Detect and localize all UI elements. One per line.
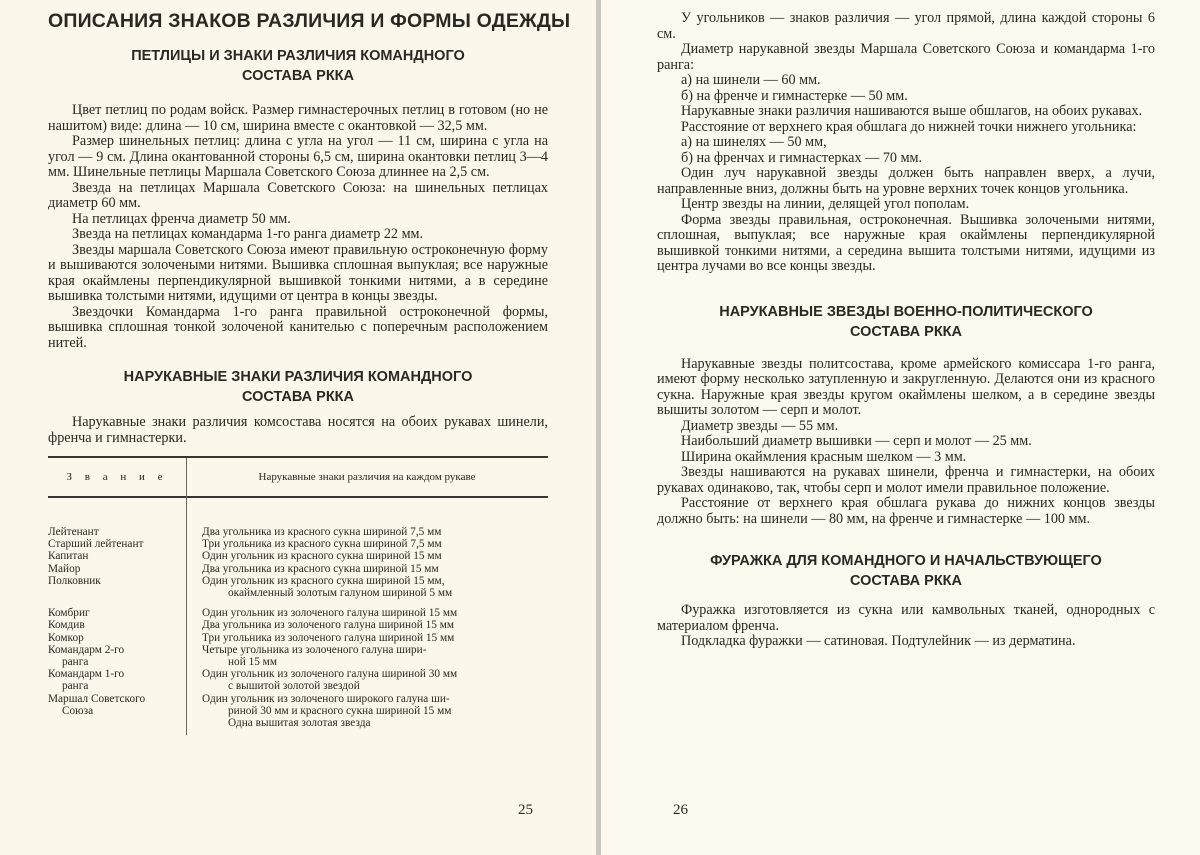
list-item: б) на френче и гимнастерке — 50 мм. (681, 87, 908, 104)
insignia-cell (186, 632, 548, 644)
rank-cell (48, 668, 186, 692)
rank-name: Комкор (48, 631, 84, 644)
rank-name: Командарм 2-го (48, 643, 125, 656)
paragraph: Звезда на петлицах Маршала Советского Союза: на шинельных петлицах диаметр 60 мм. (48, 179, 548, 211)
insignia-text: Два угольника из красного сукна шириной 7,5 мм (202, 526, 442, 538)
insignia-table (48, 456, 548, 729)
list-item: а) на шинелях — 50 мм, (681, 134, 827, 150)
section-heading-sleeve-insignia (48, 367, 548, 407)
section-heading-cap (657, 551, 1155, 591)
paragraph: Нарукавные знаки различия комсостава носятся на обоих рукавах шинели, френча и гимнастерки. (48, 414, 548, 446)
rank-cell (48, 550, 186, 562)
rank-cell (48, 607, 186, 619)
section-body-cap (657, 603, 1155, 650)
paragraph: Форма звезды правильная, остроконечная. Вышивка золочеными нитями, сплошная, выпуклая; все наружные края окаймлены перпендикулярной вышивкой тонкими нитями, а середина вышита толстыми нитями, идущими из центра лучами во все концы звезды. (657, 211, 1155, 274)
rank-name-continued: ранга (62, 656, 89, 669)
insignia-cell (186, 575, 548, 599)
paragraph: Нарукавные звезды политсостава, кроме армейского комиссара 1-го ранга, имеют форму несколько затупленную и закругленную. Делаются они из красного сукна. Наружные края звезды кругом окаймлены шелком, а в середине звезды вышиты золотом — серп и молот. (657, 355, 1155, 418)
table-row (48, 632, 548, 644)
left-page (0, 0, 596, 855)
table-row (48, 644, 548, 668)
section-title-line: СОСТАВА РККА (241, 389, 354, 405)
rank-cell (48, 538, 186, 550)
rank-name: Полковник (48, 574, 101, 587)
insignia-text: Три угольника из красного сукна шириной 7,5 мм (202, 538, 442, 551)
insignia-cell (186, 644, 548, 668)
rank-name-continued: ранга (62, 680, 89, 693)
paragraph: Один луч нарукавной звезды должен быть направлен вверх, а лучи, направленные вниз, должны быть на уровне верхних точек концов угольника. (657, 165, 1155, 197)
insignia-text: Два угольника из золоченого галуна шириной 15 мм (202, 619, 455, 632)
rank-name-continued: Союза (62, 704, 94, 717)
section-title-line: НАРУКАВНЫЕ ЗВЕЗДЫ ВОЕННО-ПОЛИТИЧЕСКОГО (719, 303, 1093, 320)
table-header-rank: З в а н и е (66, 471, 168, 483)
table-row (48, 526, 548, 538)
insignia-cell (186, 619, 548, 631)
table-row (48, 607, 548, 619)
table-row (48, 693, 548, 730)
list-item: б) на френчах и гимнастерках — 70 мм. (681, 149, 923, 166)
section-heading-petlitsy (48, 46, 548, 86)
paragraph: Фуражка изготовляется из сукна или камвольных тканей, однородных с материалом френча. (657, 602, 1155, 634)
insignia-text: Один угольник из красного сукна шириной 15 мм (202, 550, 442, 563)
paragraph: Нарукавные знаки различия нашиваются выше обшлагов, на обоих рукавах. (681, 103, 1143, 119)
insignia-cell (186, 693, 548, 730)
table-header-insignia: Нарукавные знаки различия на каждом рукаве (258, 471, 476, 483)
rank-name: Комдив (48, 619, 85, 632)
section-title-line: ФУРАЖКА ДЛЯ КОМАНДНОГО И НАЧАЛЬСТВУЮЩЕГО (710, 553, 1102, 569)
right-page (601, 0, 1200, 855)
rank-name: Командарм 1-го (48, 668, 125, 681)
insignia-cell (186, 668, 548, 692)
insignia-text-continued: ной 15 мм (228, 656, 277, 669)
insignia-cell (186, 538, 548, 550)
rank-cell (48, 575, 186, 599)
insignia-text-continued: Одна вышитая золотая звезда (228, 717, 371, 730)
table-row (48, 563, 548, 575)
insignia-text: Один угольник из золоченого широкого галуна ши- (202, 692, 450, 705)
insignia-text: Один угольник из красного сукна шириной 15 мм, (202, 574, 445, 587)
section-title-line: СОСТАВА РККА (241, 68, 354, 84)
paragraph: Цвет петлиц по родам войск. Размер гимнастерочных петлиц в готовом (но не нашитом) виде: длина — 10 см, ширина вместе с окантовкой — 32,5 мм. (48, 102, 548, 134)
left-page-content (48, 0, 571, 730)
rank-cell (48, 632, 186, 644)
paragraph: Центр звезды на линии, делящей угол пополам. (681, 196, 970, 212)
right-page-content (657, 0, 1155, 650)
rank-cell (48, 619, 186, 631)
paragraph: Диаметр нарукавной звезды Маршала Советского Союза и командарма 1-го ранга: (657, 41, 1155, 73)
insignia-text: Четыре угольника из золоченого галуна шири- (202, 643, 427, 656)
paragraph: Ширина окаймления красным шелком — 3 мм. (681, 448, 967, 465)
list-item: а) на шинели — 60 мм. (681, 72, 821, 88)
page-number: 25 (518, 802, 533, 818)
section-body-chevrons (657, 11, 1155, 275)
table-header-row (48, 458, 548, 496)
paragraph: Звезды нашиваются на рукавах шинели, френча и гимнастерки, на обоих рукавах одинаково, так, чтобы серп и молот имели правильное положение. (657, 464, 1155, 496)
insignia-text: Один угольник из золоченого галуна шириной 15 мм (202, 607, 458, 620)
rank-name: Комбриг (48, 607, 90, 620)
table-row (48, 550, 548, 562)
rank-cell (48, 644, 186, 668)
paragraph: На петлицах френча диаметр 50 мм. (72, 210, 291, 227)
table-body (48, 498, 548, 729)
rank-cell (48, 693, 186, 730)
section-title-line: ПЕТЛИЦЫ И ЗНАКИ РАЗЛИЧИЯ КОМАНДНОГО (131, 48, 465, 64)
section-body-petlitsy (48, 103, 548, 351)
section-title-line: НАРУКАВНЫЕ ЗНАКИ РАЗЛИЧИЯ КОМАНДНОГО (123, 369, 473, 385)
table-row (48, 668, 548, 692)
table-row (48, 538, 548, 550)
insignia-text-continued: с вышитой золотой звездой (228, 680, 360, 693)
paragraph: Звезды маршала Советского Союза имеют правильную остроконечную форму и вышиваются золочеными нитями. Вышивка сплошная выпуклая; все наружные края окаймлены перпендикулярной вышивкой тонкими нитями, а в середине вышивка толстыми нитями, идущими от центра в концы звезды. (48, 241, 548, 304)
paragraph: Расстояние от верхнего края обшлага до нижней точки нижнего угольника: (681, 118, 1137, 135)
main-title: ОПИСАНИЯ ЗНАКОВ РАЗЛИЧИЯ И ФОРМЫ ОДЕЖДЫ (48, 10, 571, 32)
insignia-text-continued: риной 30 мм и красного сукна шириной 15 мм (228, 704, 452, 717)
rank-cell (48, 563, 186, 575)
section-title-line: СОСТАВА РККА (849, 323, 962, 340)
paragraph: Подкладка фуражки — сатиновая. Подтулейник — из дерматина. (681, 633, 1076, 649)
insignia-text-continued: окаймленный золотым галуном шириной 5 мм (228, 587, 453, 600)
page-number: 26 (673, 802, 688, 818)
paragraph: Звезда на петлицах командарма 1-го ранга диаметр 22 мм. (72, 226, 424, 242)
insignia-text: Два угольника из красного сукна шириной 15 мм (202, 562, 439, 575)
section-heading-political-stars (657, 302, 1155, 342)
rank-name: Капитан (48, 550, 89, 563)
rank-name: Маршал Советского (48, 692, 146, 705)
paragraph: Расстояние от верхнего края обшлага рукава до нижних концов звезды должно быть: на шинели — 80 мм, на френче и гимнастерке — 100 мм. (657, 495, 1155, 527)
rank-name: Старший лейтенант (48, 538, 144, 551)
table-column-divider (186, 458, 187, 735)
rank-name: Майор (48, 562, 81, 575)
insignia-cell (186, 526, 548, 538)
table-row (48, 575, 548, 599)
section-title-line: СОСТАВА РККА (849, 573, 962, 589)
table-row (48, 619, 548, 631)
insignia-cell (186, 563, 548, 575)
insignia-cell (186, 550, 548, 562)
insignia-text: Три угольника из золоченого галуна шириной 15 мм (202, 631, 455, 644)
insignia-text: Один угольник из золоченого галуна шириной 30 мм (202, 668, 458, 681)
paragraph: Наибольший диаметр вышивки — серп и молот — 25 мм. (681, 433, 1032, 449)
rank-name: Лейтенант (48, 526, 99, 538)
insignia-cell (186, 607, 548, 619)
paragraph: Размер шинельных петлиц: длина с угла на угол — 11 см, ширина с угла на угол — 9 см. Длина окантованной стороны 6,5 см, ширина окантовки петлиц 3—4 мм. Шинельные петлицы Маршала Советского Союза длиннее на 2,5 см. (48, 133, 548, 180)
section-body-political-stars (657, 357, 1155, 528)
paragraph: У угольников — знаков различия — угол прямой, длина каждой стороны 6 см. (657, 10, 1155, 42)
rank-cell (48, 526, 186, 538)
paragraph: Звездочки Командарма 1-го ранга правильной остроконечной формы, вышивка сплошная тонкой золоченой канителью с поперечным расположением нитей. (48, 303, 548, 351)
paragraph: Диаметр звезды — 55 мм. (681, 417, 839, 434)
